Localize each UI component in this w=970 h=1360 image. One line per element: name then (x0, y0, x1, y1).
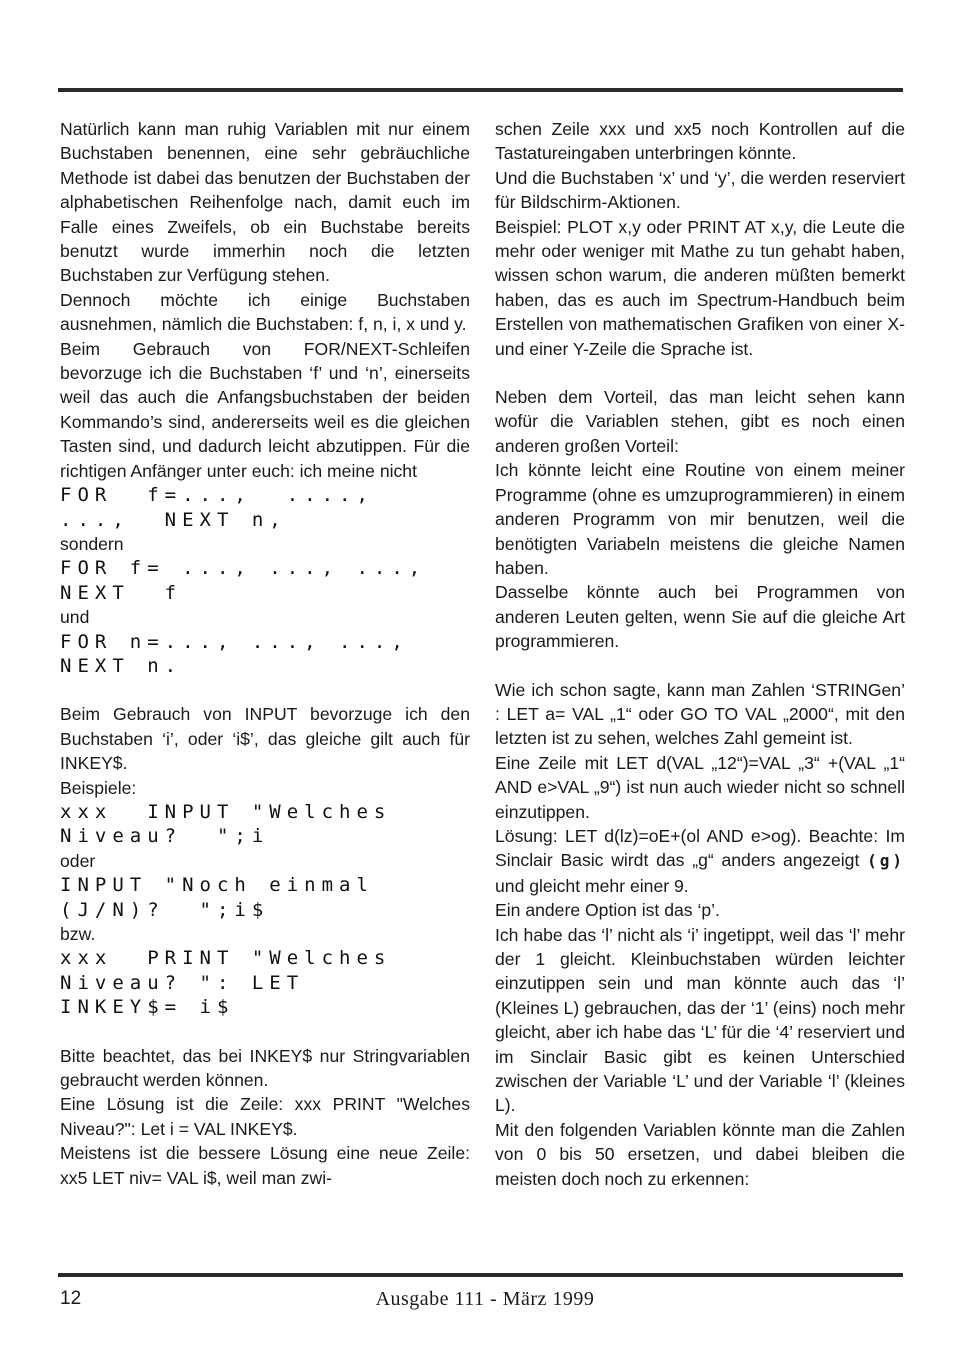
code-line: xxx INPUT "Welches (60, 800, 392, 823)
paragraph: Natürlich kann man ruhig Variablen mit nur einem Buchstaben benennen, eine sehr gebräuchliche Methode ist dabei das benutzen der Buchstaben der alphabetischen Reihenfolge nach, damit euch im Falle eines Zweifels, ob ein Buchstabe bereits benutzt wurde immerhin noch die letzten Buchstaben zur Verfügung stehen. (60, 119, 470, 286)
right-column (495, 117, 905, 1191)
code-line: xxx PRINT "Welches (60, 947, 392, 970)
issue-title: Ausgabe 111 - März 1999 (375, 1288, 595, 1310)
footer-rule (58, 1273, 903, 1277)
paragraph: Beim Gebrauch von INPUT bevorzuge ich den Buchstaben ‘i’, oder ‘i$’, das gleiche gilt auch für INKEY$. (60, 704, 470, 774)
paragraph: oder (60, 850, 96, 871)
left-column (60, 117, 470, 1190)
paragraph: sondern (60, 533, 124, 554)
code-line: FOR f=..., ...., (60, 484, 374, 507)
code-line: NEXT f (60, 581, 183, 604)
code-line: INPUT "Noch einmal (60, 874, 374, 897)
text-run: und gleicht mehr einer 9. (495, 875, 689, 896)
paragraph: Beispiele: (60, 777, 137, 798)
paragraph: Meistens ist die bessere Lösung eine neue Zeile: xx5 LET niv= VAL i$, weil man zwi- (60, 1143, 470, 1188)
code-line: FOR f= ..., ..., ..., (60, 557, 427, 580)
code-line: NEXT n. (60, 654, 183, 677)
paragraph: schen Zeile xxx und xx5 noch Kontrollen auf die Tastatureingaben unterbringen könnte. (495, 119, 905, 164)
sinclair-g-glyph: (g) (867, 851, 906, 871)
code-line: Niveau? ": LET (60, 971, 305, 994)
paragraph: Dennoch möchte ich einige Buchstaben ausnehmen, nämlich die Buchstaben: f, n, i, x und y. (60, 289, 470, 335)
paragraph: Mit den folgenden Variablen könnte man die Zahlen von 0 bis 50 ersetzen, und dabei bleiben die meisten doch noch zu erkennen: (495, 1119, 905, 1189)
paragraph: Wie ich schon sagte, kann man Zahlen ‘STRINGen’ : LET a= VAL „1“ oder GO TO VAL „2000“, mit den letzten ist zu sehen, welches Zahl gemeint ist. (495, 679, 905, 749)
code-line: FOR n=..., ..., ..., (60, 630, 409, 653)
paragraph: Ich habe das ‘l’ nicht als ‘i’ ingetippt, weil das ‘l’ mehr der 1 gleicht. Kleinbuchstaben würden leichter einzutippen sein und man könnte auch das ‘l’ (Kleines L) gebrauchen, das der ‘1’ (eins) noch mehr gleicht, aber ich habe das ‘L’ für die ‘4’ reserviert und im Sinclair Basic gibt es keinen Unterschied zwischen der Variable ‘L’ und der Variable ‘l’ (kleines L). (495, 924, 905, 1116)
paragraph: Dasselbe könnte auch bei Programmen von anderen Leuten gelten, wenn Sie auf die gleiche Art programmieren. (495, 582, 905, 652)
paragraph: Und die Buchstaben ‘x’ und ‘y’, die werden reserviert für Bildschirm-Aktionen. (495, 167, 905, 213)
paragraph: bzw. (60, 924, 96, 944)
code-line: Niveau? ";i (60, 825, 270, 848)
paragraph: Eine Lösung ist die Zeile: xxx PRINT "Welches Niveau?": Let i = VAL INKEY$. (60, 1094, 470, 1139)
header-rule (58, 88, 903, 92)
paragraph: Ein andere Option ist das ‘p’. (495, 900, 720, 921)
code-line: INKEY$= i$ (60, 996, 235, 1019)
text-run: Lösung: LET d(lz)=oE+(ol AND e>og). Beachte: Im Sinclair Basic wirdt das „g“ anders angezeigt (495, 825, 905, 871)
paragraph: Ich könnte leicht eine Routine von einem meiner Programme (ohne es umzuprogrammieren) in einem anderen Programm von mir benutzen, weil die benötigten Variabeln meistens die gleiche Namen haben. (495, 460, 905, 578)
page-number: 12 (60, 1288, 82, 1309)
paragraph (495, 824, 905, 898)
code-line: ..., NEXT n, (60, 508, 287, 531)
paragraph: Bitte beachtet, das bei INKEY$ nur Stringvariablen gebraucht werden können. (60, 1045, 470, 1091)
paragraph: Neben dem Vorteil, das man leicht sehen kann wofür die Variablen stehen, gibt es noch einen anderen großen Vorteil: (495, 387, 905, 456)
paragraph: Eine Zeile mit LET d(VAL „12“)=VAL „3“ +(VAL „1“ AND e>VAL „9“) ist nun auch wieder nicht so schnell einzutippen. (495, 752, 905, 822)
paragraph: Beim Gebrauch von FOR/NEXT-Schleifen bevorzuge ich die Buchstaben ‘f’ und ‘n’, einerseits weil das auch die Anfangsbuchstaben der beiden Kommando’s sind, andererseits weil es die gleichen Tasten sind, und dadurch leicht abzutippen. Für die richtigen Anfänger unter euch: ich meine nicht (60, 338, 470, 481)
paragraph: und (60, 607, 90, 628)
code-line: (J/N)? ";i$ (60, 898, 270, 921)
paragraph: Beispiel: PLOT x,y oder PRINT AT x,y, die Leute die mehr oder weniger mit Mathe zu tun gehabt haben, wissen schon warum, die anderen müßten bemerkt haben, das es auch im Spectrum-Handbuch beim Erstellen von mathematischen Grafiken von einer X- und einer Y-Zeile die Sprache ist. (495, 216, 905, 359)
